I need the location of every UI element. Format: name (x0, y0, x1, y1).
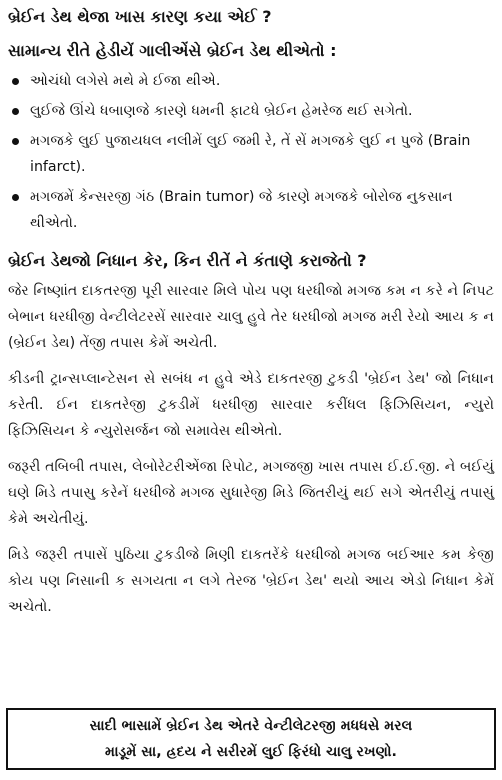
heading-diagnosis: બ્રેઈન ડેથજો નિધાન કેર, કિન રીતેં ને કંતાણે કરાજેતો ? (8, 251, 367, 270)
bullet-icon (12, 138, 19, 145)
list-item-text: ઓચંધો લગેસે મથે મે ઈજા થીએ. (30, 73, 221, 89)
bullet-icon (12, 194, 19, 201)
paragraph-tests: જરૂરી તબિબી તપાસ, લેબોરેટરીએંજા રિપોટ, મગજજી ખાસ તપાસ ઈ.ઈ.જી. ને બઈયું ઘણે મિડે તપાસુ કરેનેં ધરધીજે મગજ સુધારેજી મિડે જિતરીયું થઈ સગે એતરીયું તપાસું કેમે અચેતીયું. (8, 459, 494, 527)
list-item (8, 98, 494, 124)
list-item (8, 184, 494, 236)
summary-line-2: માડૂમેં સા, હ્રદય ને સરીરમેં લુઈ ફિરંધો ચાલુ રખણો. (105, 744, 397, 760)
bullet-icon (12, 108, 19, 115)
heading-common-causes: સામાન્ય રીતે હેડીયેં ગાલીએંસે બ્રેઈન ડેથ થીએતો : (8, 41, 337, 60)
list-item-text: મગજકે લુઈ પુજાયધલ નલીમેં લુઈ જમી રે, તેં સેં મગજકે લુઈ ન પુજે (Brain infarct). (30, 133, 471, 175)
list-item-text: લુઈજે ઊંચે ધબાણજે કારણે ધમની ફાટધે બ્રેઈન હેમરેજ થઈ સગેતો. (30, 103, 413, 119)
paragraph-diagnosis-timing: જેર નિષ્ણાંત દાકતરજી પૂરી સારવાર મિલે પોય પણ ધરધીજો મગજ કમ ન કરે ને નિપટ બેભાન ધરધીજી વેન્ટીલેટરસેં સારવાર ચાલુ હુવે તેર ધરધીજો મગજ મરી રેયો આય ક ન (બ્રેઈન ડેથ) તેંજી તપાસ કેમેં અચેતી. (8, 283, 494, 351)
summary-box (6, 708, 496, 770)
paragraph-declaration: મિડે જરૂરી તપાસેં પુઠિયા ટુકડીજે મિણી દાકતરેંકે ધરધીજો મગજ બઈઆર કમ કેજી કોય પણ નિસાની ક સગયતા ન લગે તેરજ 'બ્રેઈન ડેથ' થયો આય એડો નિધાન કેમેં અચેતો. (8, 547, 494, 615)
list-item (8, 128, 494, 180)
summary-line-1: સાદી ભાસામેં બ્રેઈન ડેથ એતરે વેન્ટીલેટરજી મધધસે મરલ (89, 718, 413, 734)
list-item-text: મગજમેં કેન્સરજી ગંઠ (Brain tumor) જે કારણે મગજકે બોરોજ નુકસાન થીએતો. (30, 189, 453, 231)
paragraph-doctor-team: કીડની ટ્રાન્સપ્લાન્ટેસન સે સબંધ ન હુવે એડે દાકતરજી ટુકડી 'બ્રેઈન ડેથ' જો નિધાન કરેતી. ઈન દાકતરેજી ટુકડીમેં ધરધીજી સારવાર કરીંધલ ફિઝિસિયન, ન્યુરો ફિઝિસિયન કે ન્યુરોસર્જન જો સમાવેસ થીએતો. (8, 371, 494, 439)
causes-list (8, 68, 494, 236)
bullet-icon (12, 78, 19, 85)
list-item (8, 68, 494, 94)
heading-causes: બ્રેઈન ડેથ થેજા ખાસ કારણ કયા એઈ ? (8, 7, 272, 26)
